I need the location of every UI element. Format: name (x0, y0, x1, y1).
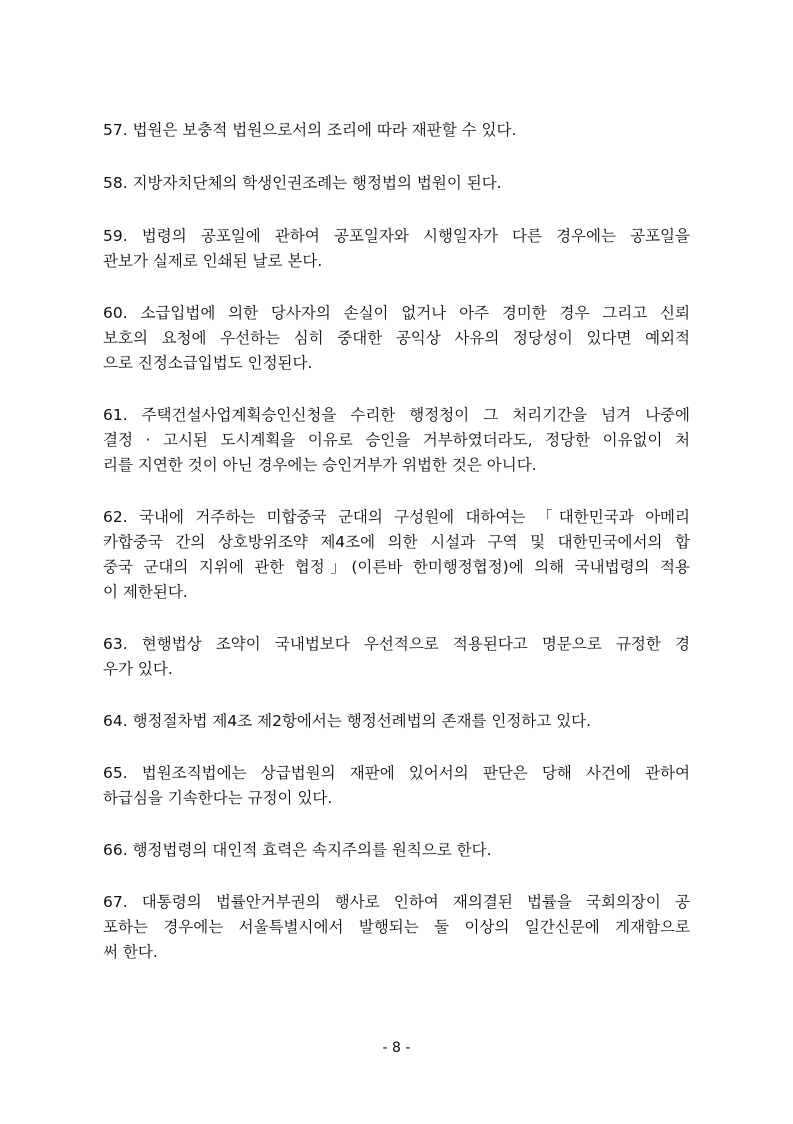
text-line: 66. 행정법령의 대인적 효력은 속지주의를 원칙으로 한다. (103, 841, 492, 859)
text-line: 결정 · 고시된 도시계획을 이유로 승인을 거부하였더라도, 정당한 이유없이 처 (103, 431, 690, 449)
question-58 (103, 171, 690, 196)
question-60 (103, 301, 690, 376)
text-line: 카합중국 간의 상호방위조약 제4조에 의한 시설과 구역 및 대한민국에서의 합 (103, 533, 690, 551)
text-line: 65. 법원조직법에는 상급법원의 재판에 있어서의 판단은 당해 사건에 관하여 (103, 764, 690, 782)
text-line: 59. 법령의 공포일에 관하여 공포일자와 시행일자가 다른 경우에는 공포일을 (103, 227, 690, 245)
text-line: 58. 지방자치단체의 학생인권조례는 행정법의 법원이 된다. (103, 174, 502, 192)
text-line: 60. 소급입법에 의한 당사자의 손실이 없거나 아주 경미한 경우 그리고 신뢰 (103, 304, 690, 322)
text-line: 리를 지연한 것이 아닌 경우에는 승인거부가 위법한 것은 아니다. (103, 456, 537, 474)
question-61 (103, 403, 690, 478)
text-line: 우가 있다. (103, 660, 173, 678)
text-line: 써 한다. (103, 943, 158, 961)
text-line: 포하는 경우에는 서울특별시에서 발행되는 둘 이상의 일간신문에 게재함으로 (103, 918, 690, 936)
text-line: 62. 국내에 거주하는 미합중국 군대의 구성원에 대하여는 「대한민국과 아메리 (103, 508, 690, 526)
question-59 (103, 224, 690, 274)
text-line: 중국 군대의 지위에 관한 협정」(이른바 한미행정협정)에 의해 국내법령의 적용 (103, 558, 690, 576)
text-line: 하급심을 기속한다는 규정이 있다. (103, 789, 333, 807)
text-line: 으로 진정소급입법도 인정된다. (103, 354, 313, 372)
text-line: 57. 법원은 보충적 법원으로서의 조리에 따라 재판할 수 있다. (103, 121, 517, 139)
text-line: 61. 주택건설사업계획승인신청을 수리한 행정청이 그 처리기간을 넘겨 나중에 (103, 406, 690, 424)
text-line: 63. 현행법상 조약이 국내법보다 우선적으로 적용된다고 명문으로 규정한 경 (103, 635, 690, 653)
question-63 (103, 632, 690, 682)
page-number: - 8 - (382, 1040, 411, 1056)
text-line: 67. 대통령의 법률안거부권의 행사로 인하여 재의결된 법률을 국회의장이 공 (103, 893, 690, 911)
text-line: 관보가 실제로 인쇄된 날로 본다. (103, 252, 323, 270)
text-line: 보호의 요청에 우선하는 심히 중대한 공익상 사유의 정당성이 있다면 예외적 (103, 329, 690, 347)
question-65 (103, 761, 690, 811)
text-line: 이 제한된다. (103, 583, 188, 601)
question-67 (103, 890, 690, 965)
question-62 (103, 505, 690, 605)
question-64 (103, 709, 690, 734)
text-line: 64. 행정절차법 제4조 제2항에서는 행정선례법의 존재를 인정하고 있다. (103, 712, 592, 730)
question-57 (103, 118, 690, 143)
question-66 (103, 838, 690, 863)
